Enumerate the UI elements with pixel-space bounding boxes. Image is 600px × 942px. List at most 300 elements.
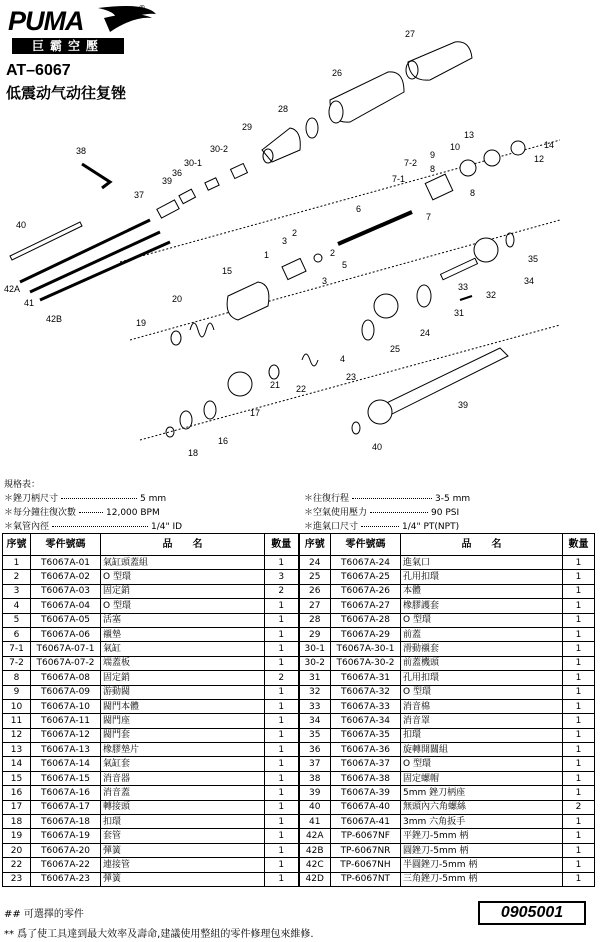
part-label: 41 xyxy=(24,298,35,308)
table-row xyxy=(3,656,595,670)
part-number: T6067A-15 xyxy=(31,771,101,785)
part-no: 30-1 xyxy=(299,642,331,656)
part-name: 平銼刀-5mm 柄 xyxy=(401,829,563,843)
part-label: 16 xyxy=(218,436,229,446)
part-number: T6067A-10 xyxy=(31,699,101,713)
part-number: T6067A-13 xyxy=(31,743,101,757)
spec-leader xyxy=(52,526,148,527)
part-no: 31 xyxy=(299,671,331,685)
part-label: 28 xyxy=(278,104,289,114)
part-name: 游動閥 xyxy=(101,685,265,699)
table-row xyxy=(3,743,595,757)
part-number: T6067A-29 xyxy=(331,627,401,641)
part-qty: 1 xyxy=(563,858,595,872)
part-no: 20 xyxy=(3,843,31,857)
table-row xyxy=(3,757,595,771)
part-number: T6067A-05 xyxy=(31,613,101,627)
part-qty: 1 xyxy=(563,671,595,685)
part-number: T6067A-41 xyxy=(331,815,401,829)
part-qty: 1 xyxy=(265,714,299,728)
part-label: 33 xyxy=(458,282,469,292)
table-row xyxy=(3,671,595,685)
part-number: T6067A-39 xyxy=(331,786,401,800)
optional-parts-note: ## 可選擇的零件 xyxy=(4,909,84,920)
part-no: 15 xyxy=(3,771,31,785)
part-label: 8 xyxy=(430,164,436,174)
table-row xyxy=(3,815,595,829)
part-no: 16 xyxy=(3,786,31,800)
part-name: 扣環 xyxy=(101,815,265,829)
part-no: 28 xyxy=(299,613,331,627)
part-no: 7-1 xyxy=(3,642,31,656)
part-qty: 1 xyxy=(265,771,299,785)
part-name: 閥門本體 xyxy=(101,699,265,713)
part-label: 38 xyxy=(76,146,87,156)
table-row xyxy=(3,829,595,843)
part-number: T6067A-12 xyxy=(31,728,101,742)
model-number: AT–6067 xyxy=(6,62,71,79)
part-no: 27 xyxy=(299,599,331,613)
part-label: 13 xyxy=(464,130,475,140)
part-qty: 1 xyxy=(563,556,595,570)
table-row xyxy=(3,570,595,584)
part-label: 2 xyxy=(330,248,336,258)
part-number: T6067A-14 xyxy=(31,757,101,771)
part-qty: 1 xyxy=(563,584,595,598)
spec-leader xyxy=(79,512,103,513)
table-row xyxy=(3,599,595,613)
spec-value: 1/4" PT(NPT) xyxy=(402,522,460,532)
part-label: 36 xyxy=(172,168,183,178)
brand-subtitle: 巨霸空壓 xyxy=(12,38,124,54)
part-no: 34 xyxy=(299,714,331,728)
part-label: 2 xyxy=(292,228,298,238)
part-no: 10 xyxy=(3,699,31,713)
part-label: 34 xyxy=(524,276,535,286)
table-row xyxy=(3,699,595,713)
part-label: 29 xyxy=(242,122,253,132)
part-name: 襯墊 xyxy=(101,627,265,641)
part-label: 3 xyxy=(322,276,328,286)
part-qty: 1 xyxy=(265,843,299,857)
part-no: 42D xyxy=(299,872,331,886)
part-no: 39 xyxy=(299,786,331,800)
parts-table xyxy=(2,533,595,887)
part-number: T6067A-11 xyxy=(31,714,101,728)
part-no: 17 xyxy=(3,800,31,814)
part-number: T6067A-22 xyxy=(31,858,101,872)
part-no: 40 xyxy=(299,800,331,814)
spec-value: 12,000 BPM xyxy=(106,508,160,518)
part-label: 27 xyxy=(405,29,416,39)
part-no: 9 xyxy=(3,685,31,699)
part-no: 41 xyxy=(299,815,331,829)
part-label: 15 xyxy=(222,266,233,276)
table-header-row xyxy=(3,534,595,556)
part-label: 20 xyxy=(172,294,183,304)
part-name: 滑動襯套 xyxy=(401,642,563,656)
col-header-qty: 數量 xyxy=(265,534,299,556)
part-no: 23 xyxy=(3,872,31,886)
part-qty: 1 xyxy=(563,656,595,670)
part-number: T6067A-08 xyxy=(31,671,101,685)
part-name: 半圓銼刀-5mm 柄 xyxy=(401,858,563,872)
table-row xyxy=(3,642,595,656)
part-number: T6067A-18 xyxy=(31,815,101,829)
part-name: 3mm 六角扳手 xyxy=(401,815,563,829)
part-label: 30-2 xyxy=(210,144,229,154)
part-name: 消音棉 xyxy=(401,699,563,713)
part-no: 42B xyxy=(299,843,331,857)
spec-value: 90 PSI xyxy=(431,508,460,518)
col-header-part-number: 零件號碼 xyxy=(331,534,401,556)
part-name: 套管 xyxy=(101,829,265,843)
part-name: 轉接頭 xyxy=(101,800,265,814)
spec-strokes xyxy=(4,505,160,518)
part-no: 29 xyxy=(299,627,331,641)
part-qty: 1 xyxy=(563,829,595,843)
table-row xyxy=(3,728,595,742)
part-name: O 型環 xyxy=(101,599,265,613)
part-name: 圓銼刀-5mm 柄 xyxy=(401,843,563,857)
part-name: 三角銼刀-5mm 柄 xyxy=(401,872,563,886)
part-no: 30-2 xyxy=(299,656,331,670)
part-number: T6067A-16 xyxy=(31,786,101,800)
part-no: 3 xyxy=(3,584,31,598)
part-no: 36 xyxy=(299,743,331,757)
part-label: 6 xyxy=(356,204,362,214)
part-label: 5 xyxy=(342,260,348,270)
part-number: T6067A-03 xyxy=(31,584,101,598)
part-qty: 1 xyxy=(265,786,299,800)
part-qty: 1 xyxy=(563,685,595,699)
part-name: 進氣口 xyxy=(401,556,563,570)
part-number: T6067A-07-2 xyxy=(31,656,101,670)
table-row xyxy=(3,800,595,814)
part-label: 26 xyxy=(332,68,343,78)
table-row xyxy=(3,714,595,728)
part-name: O 型環 xyxy=(401,613,563,627)
part-name: 閥門座 xyxy=(101,714,265,728)
part-no: 14 xyxy=(3,757,31,771)
part-name: 固定螺帽 xyxy=(401,771,563,785)
part-qty: 1 xyxy=(563,757,595,771)
part-no: 37 xyxy=(299,757,331,771)
part-label: 22 xyxy=(296,384,307,394)
part-qty: 1 xyxy=(265,556,299,570)
part-number: T6067A-38 xyxy=(331,771,401,785)
part-number: T6067A-23 xyxy=(31,872,101,886)
part-qty: 2 xyxy=(563,800,595,814)
part-label: 19 xyxy=(136,318,147,328)
exploded-parts-diagram xyxy=(0,0,600,470)
part-number: T6067A-06 xyxy=(31,627,101,641)
part-label: 18 xyxy=(188,448,199,458)
part-qty: 1 xyxy=(563,872,595,886)
part-label: 1 xyxy=(264,250,270,260)
part-qty: 1 xyxy=(563,599,595,613)
part-label: 7 xyxy=(426,212,432,222)
part-number: T6067A-01 xyxy=(31,556,101,570)
part-label: 42B xyxy=(46,314,63,324)
part-number: TP-6067NR xyxy=(331,843,401,857)
part-label: 42A xyxy=(4,284,21,294)
part-name: 孔用扣環 xyxy=(401,570,563,584)
part-name: 消音器 xyxy=(101,771,265,785)
part-no: 11 xyxy=(3,714,31,728)
spec-leader xyxy=(61,498,137,499)
part-no: 35 xyxy=(299,728,331,742)
table-row xyxy=(3,613,595,627)
col-header-qty: 數量 xyxy=(563,534,595,556)
table-row xyxy=(3,843,595,857)
part-qty: 1 xyxy=(265,800,299,814)
spec-value: 1/4" ID xyxy=(151,522,183,532)
part-label: 10 xyxy=(450,142,461,152)
spec-label: ＊往復行程 xyxy=(304,494,350,504)
spec-value: 5 mm xyxy=(140,494,167,504)
part-number: TP-6067NT xyxy=(331,872,401,886)
part-label: 8 xyxy=(470,188,476,198)
brand-name: PUMA xyxy=(8,6,84,36)
part-qty: 1 xyxy=(265,599,299,613)
part-number: T6067A-31 xyxy=(331,671,401,685)
part-no: 12 xyxy=(3,728,31,742)
table-row xyxy=(3,771,595,785)
part-no: 26 xyxy=(299,584,331,598)
part-name: 活塞 xyxy=(101,613,265,627)
part-label: 21 xyxy=(270,380,281,390)
part-label: 7-2 xyxy=(404,158,418,168)
part-qty: 1 xyxy=(265,743,299,757)
part-number: T6067A-19 xyxy=(31,829,101,843)
col-header-no: 序號 xyxy=(299,534,331,556)
part-no: 42C xyxy=(299,858,331,872)
part-qty: 1 xyxy=(563,570,595,584)
spec-hose-id xyxy=(4,519,182,532)
part-qty: 1 xyxy=(265,858,299,872)
part-name: 無頭內六角螺絲 xyxy=(401,800,563,814)
spec-value: 3-5 mm xyxy=(435,494,471,504)
part-name: 橡膠護套 xyxy=(401,599,563,613)
part-label: 7-1 xyxy=(392,174,406,184)
part-number: T6067A-09 xyxy=(31,685,101,699)
part-qty: 1 xyxy=(265,728,299,742)
part-name: O 型環 xyxy=(401,685,563,699)
part-qty: 1 xyxy=(563,743,595,757)
part-name: 端蓋板 xyxy=(101,656,265,670)
table-row xyxy=(3,858,595,872)
part-number: T6067A-37 xyxy=(331,757,401,771)
part-number: T6067A-30-2 xyxy=(331,656,401,670)
part-number: T6067A-17 xyxy=(31,800,101,814)
part-no: 19 xyxy=(3,829,31,843)
part-qty: 1 xyxy=(563,815,595,829)
part-label: 32 xyxy=(486,290,497,300)
part-name: 閥門套 xyxy=(101,728,265,742)
part-number: T6067A-04 xyxy=(31,599,101,613)
col-header-name: 品 名 xyxy=(401,534,563,556)
part-name: 孔用扣環 xyxy=(401,671,563,685)
registered-mark: ® xyxy=(138,4,146,13)
part-no: 18 xyxy=(3,815,31,829)
part-name: 本體 xyxy=(401,584,563,598)
part-qty: 1 xyxy=(563,843,595,857)
spec-label: ＊銼刀柄尺寸 xyxy=(4,494,59,504)
part-qty: 1 xyxy=(563,699,595,713)
part-number: T6067A-36 xyxy=(331,743,401,757)
part-no: 2 xyxy=(3,570,31,584)
part-qty: 1 xyxy=(265,613,299,627)
part-number: T6067A-34 xyxy=(331,714,401,728)
part-label: 39 xyxy=(458,400,469,410)
part-label: 24 xyxy=(420,328,431,338)
part-qty: 1 xyxy=(563,786,595,800)
part-name: 固定銷 xyxy=(101,584,265,598)
part-name: O 型環 xyxy=(401,757,563,771)
part-number: T6067A-27 xyxy=(331,599,401,613)
part-name: 前蓋 xyxy=(401,627,563,641)
part-label: 9 xyxy=(430,150,436,160)
part-qty: 1 xyxy=(563,771,595,785)
part-no: 24 xyxy=(299,556,331,570)
part-label: 40 xyxy=(16,220,27,230)
col-header-name: 品 名 xyxy=(101,534,265,556)
spec-leader xyxy=(352,498,432,499)
part-qty: 1 xyxy=(265,656,299,670)
part-no: 1 xyxy=(3,556,31,570)
part-label: 23 xyxy=(346,372,357,382)
col-header-no: 序號 xyxy=(3,534,31,556)
part-number: T6067A-07-1 xyxy=(31,642,101,656)
part-number: T6067A-02 xyxy=(31,570,101,584)
part-qty: 1 xyxy=(563,627,595,641)
part-no: 38 xyxy=(299,771,331,785)
part-name: 扣環 xyxy=(401,728,563,742)
part-qty: 1 xyxy=(563,613,595,627)
document-code: 0905001 xyxy=(478,901,586,925)
part-no: 33 xyxy=(299,699,331,713)
table-row xyxy=(3,786,595,800)
spec-label: ＊進氣口尺寸 xyxy=(304,522,359,532)
part-number: T6067A-25 xyxy=(331,570,401,584)
part-name: 氣缸套 xyxy=(101,757,265,771)
part-qty: 2 xyxy=(265,584,299,598)
part-no: 42A xyxy=(299,829,331,843)
part-qty: 1 xyxy=(265,757,299,771)
part-name: 旋轉開關組 xyxy=(401,743,563,757)
part-name: 前蓋機頭 xyxy=(401,656,563,670)
spec-air-pressure xyxy=(304,505,459,518)
part-qty: 1 xyxy=(265,815,299,829)
col-header-part-number: 零件號碼 xyxy=(31,534,101,556)
spec-label: ＊氣管內徑 xyxy=(4,522,50,532)
part-label: 12 xyxy=(534,154,545,164)
part-name: 消音罩 xyxy=(401,714,563,728)
part-name: 氣缸 xyxy=(101,642,265,656)
part-number: T6067A-33 xyxy=(331,699,401,713)
specs-title: 規格表： xyxy=(4,480,41,490)
part-number: TP-6067NF xyxy=(331,829,401,843)
part-qty: 2 xyxy=(265,671,299,685)
spec-leader xyxy=(361,526,399,527)
part-no: 32 xyxy=(299,685,331,699)
part-no: 7-2 xyxy=(3,656,31,670)
part-no: 8 xyxy=(3,671,31,685)
part-number: T6067A-20 xyxy=(31,843,101,857)
part-number: T6067A-30-1 xyxy=(331,642,401,656)
part-label: 30-1 xyxy=(184,158,203,168)
spec-label: ＊每分鐘往復次數 xyxy=(4,508,77,518)
part-name: O 型環 xyxy=(101,570,265,584)
part-name: 固定銷 xyxy=(101,671,265,685)
part-number: TP-6067NH xyxy=(331,858,401,872)
part-qty: 1 xyxy=(265,642,299,656)
part-label: 3 xyxy=(282,236,288,246)
part-name: 彈簧 xyxy=(101,843,265,857)
spec-stroke-length xyxy=(304,491,470,504)
product-title: 低震动气动往复锉 xyxy=(6,84,127,102)
part-qty: 1 xyxy=(563,728,595,742)
part-no: 4 xyxy=(3,599,31,613)
part-label: 4 xyxy=(340,354,346,364)
part-label: 40 xyxy=(372,442,383,452)
part-number: T6067A-28 xyxy=(331,613,401,627)
part-no: 6 xyxy=(3,627,31,641)
part-name: 連接管 xyxy=(101,858,265,872)
part-qty: 1 xyxy=(265,699,299,713)
part-no: 22 xyxy=(3,858,31,872)
part-label: 25 xyxy=(390,344,401,354)
part-label: 37 xyxy=(134,190,145,200)
spec-label: ＊空氣使用壓力 xyxy=(304,508,368,518)
spec-leader xyxy=(370,512,428,513)
part-number: T6067A-40 xyxy=(331,800,401,814)
part-name: 消音蓋 xyxy=(101,786,265,800)
spec-file-shank xyxy=(4,491,166,504)
part-label: 39 xyxy=(162,176,173,186)
part-qty: 1 xyxy=(265,627,299,641)
table-row xyxy=(3,872,595,886)
part-qty: 1 xyxy=(563,714,595,728)
parts-table-body xyxy=(3,556,595,887)
part-no: 5 xyxy=(3,613,31,627)
part-qty: 1 xyxy=(563,642,595,656)
part-number: T6067A-24 xyxy=(331,556,401,570)
part-qty: 3 xyxy=(265,570,299,584)
part-no: 25 xyxy=(299,570,331,584)
part-name: 5mm 銼刀柄座 xyxy=(401,786,563,800)
part-name: 橡膠墊片 xyxy=(101,743,265,757)
part-qty: 1 xyxy=(265,829,299,843)
part-name: 彈簧 xyxy=(101,872,265,886)
part-name: 氣缸頭蓋組 xyxy=(101,556,265,570)
table-row xyxy=(3,627,595,641)
part-number: T6067A-32 xyxy=(331,685,401,699)
table-row xyxy=(3,584,595,598)
repair-kit-note: ** 爲了使工具達到最大效率及壽命,建議使用整組的零件修理包來維修. xyxy=(4,929,314,940)
spec-air-inlet xyxy=(304,519,459,532)
part-qty: 1 xyxy=(265,685,299,699)
table-row xyxy=(3,556,595,570)
part-no: 13 xyxy=(3,743,31,757)
part-number: T6067A-35 xyxy=(331,728,401,742)
table-row xyxy=(3,685,595,699)
part-qty: 1 xyxy=(265,872,299,886)
part-label: 17 xyxy=(250,408,261,418)
part-label: 35 xyxy=(528,254,539,264)
part-number: T6067A-26 xyxy=(331,584,401,598)
